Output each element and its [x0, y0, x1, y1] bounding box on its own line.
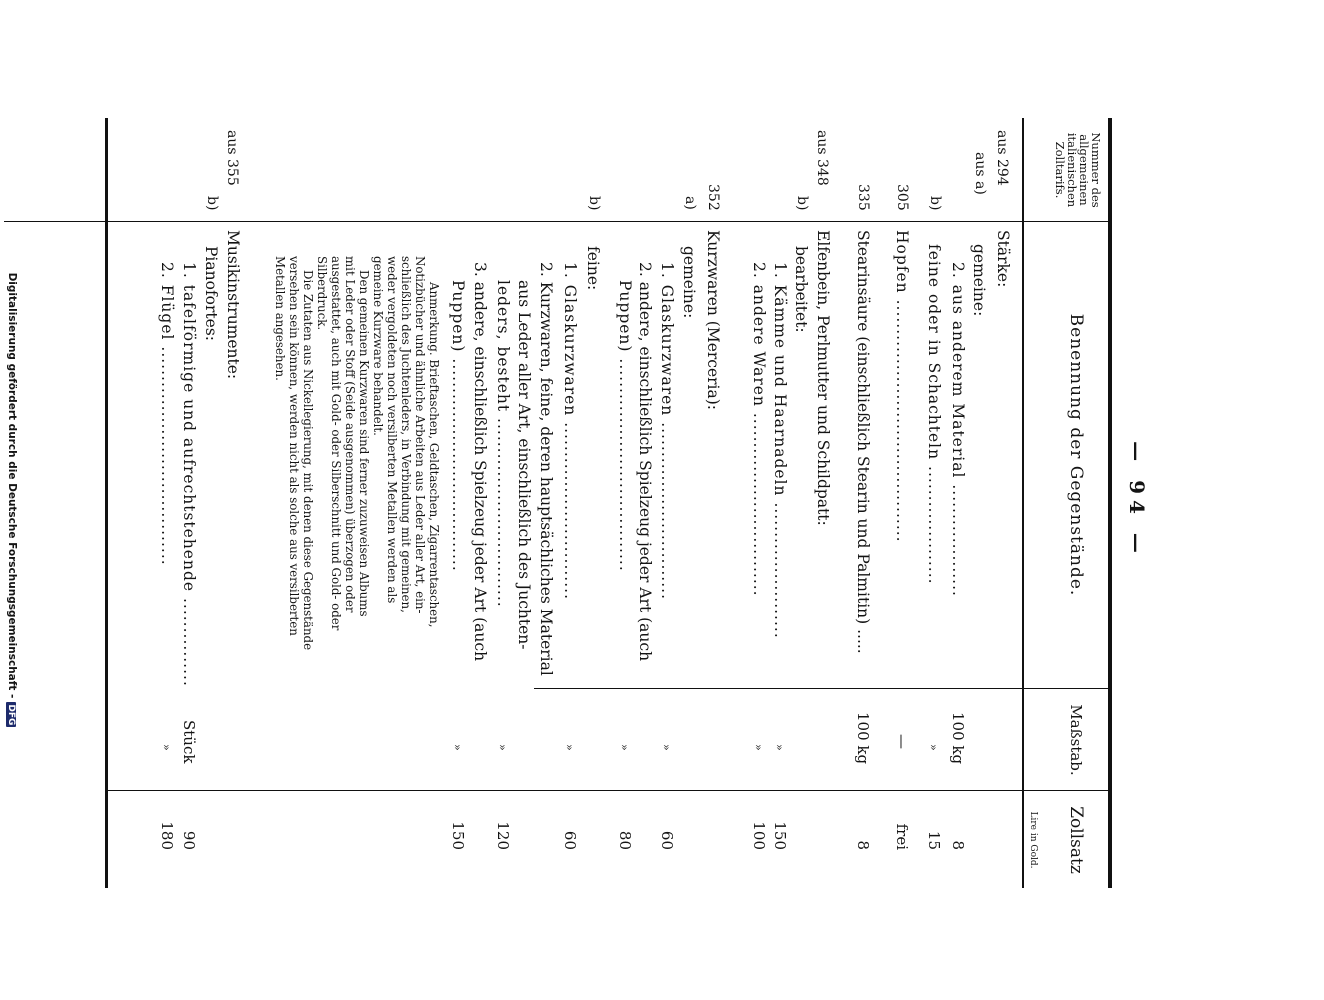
ditto-mark: » [160, 744, 173, 751]
note-line: mit Leder oder Stoff (Seide ausgenommen) überzogen oder [343, 256, 357, 613]
measure-unit: 100 kg [854, 712, 872, 765]
tariff-number: 352 [705, 184, 721, 211]
tariff-number: b) [204, 196, 220, 211]
item-name: 2. andere, einschließlich Spielzeug jeder Art (auch [636, 262, 654, 662]
note-line: Metallen angesehen. [273, 256, 287, 381]
item-name: Stearinsäure (einschließlich Stearin und Palmitin) ..... [854, 230, 872, 654]
digitization-credit [6, 0, 18, 1000]
item-name: aus Leder aller Art, einschließlich des Juchten- [515, 280, 533, 650]
tariff-number: a) [682, 196, 698, 210]
ditto-mark: » [660, 744, 673, 751]
tariff-number: b) [927, 196, 943, 211]
ditto-mark: » [927, 744, 940, 751]
item-name: Hopfen ......................................... [893, 230, 911, 543]
note-line: schließlich des Juchtenleders, in Verbindung mit gemeinen, [399, 256, 413, 613]
tariff-number: 335 [855, 184, 871, 211]
tariff-number: aus a) [972, 152, 988, 195]
duty-rate: 80 [616, 830, 634, 850]
duty-rate: 90 [180, 830, 198, 850]
tariff-number: aus 294 [994, 130, 1010, 186]
ditto-mark: » [773, 744, 786, 751]
tariff-number: b) [586, 196, 602, 211]
duty-rate: 8 [854, 840, 872, 850]
column-divider [534, 688, 1112, 689]
tariff-number: 305 [894, 184, 910, 211]
item-name: 1. Glaskurzwaren .............................. [658, 262, 676, 601]
item-name: Musikinstrumente: [224, 230, 242, 380]
item-name: feine: [584, 246, 602, 291]
duty-rate: 180 [158, 821, 176, 850]
item-name: Pianofortes: [202, 246, 220, 341]
item-name: leders, besteht ................................ [494, 280, 512, 608]
note-line: Den gemeinen Kurzwaren sind ferner zuzuweisen Albums [357, 270, 371, 617]
duty-rate: 150 [771, 821, 789, 850]
duty-rate: 15 [925, 830, 943, 850]
note-line: gemeine Kurzware behandelt. [371, 256, 385, 436]
ditto-mark: » [752, 744, 765, 751]
ditto-mark: » [496, 744, 509, 751]
item-name: feine oder in Schachteln .................... [925, 244, 943, 585]
item-name: 2. aus anderem Material ................... [949, 262, 967, 597]
header-measure: Maßstab. [1067, 704, 1085, 776]
note-line: Notizbücher und ähnliche Arbeiten aus Leder aller Art, ein- [413, 256, 427, 614]
table-header-rule [1022, 118, 1024, 888]
item-name: gemeine: [680, 246, 698, 319]
item-name: Puppen) .................................... [616, 280, 634, 572]
item-name: 2. andere Waren ............................... [750, 262, 768, 597]
note-line: Die Zutaten aus Nickellegierung, mit denen diese Gegenstände [301, 270, 315, 651]
tariff-number: aus 348 [814, 130, 830, 186]
ditto-mark: » [618, 744, 631, 751]
note-line: weder vergoldeten noch versilberten Metallen werden als [385, 256, 399, 604]
ditto-mark: » [563, 744, 576, 751]
tariff-number: aus 355 [224, 130, 240, 186]
header-duty-rate: Zollsatz [1066, 806, 1086, 874]
tariff-number: b) [794, 196, 810, 211]
item-name: 2. Flügel ..................................... [158, 262, 176, 566]
table-bottom-rule [105, 118, 108, 888]
note-line: ausgestattet, auch mit Gold- oder Silberschnitt und Gold- oder [329, 256, 343, 631]
measure-unit: — [893, 734, 911, 749]
measure-unit: Stück [180, 720, 198, 764]
item-name: 1. tafelförmige und aufrechtstehende ............... [180, 262, 198, 687]
measure-unit: 100 kg [949, 712, 967, 765]
duty-rate: 8 [949, 840, 967, 850]
note-line: versehen sein können, werden nicht als solche aus versilberten [287, 256, 301, 636]
item-name: 1. Glaskurzwaren .............................. [561, 262, 579, 601]
item-name: gemeine: [970, 244, 988, 317]
digitization-credit-text: Digitalisierung gefördert durch die Deutsche Forschungsgemeinschaft - [6, 272, 18, 699]
note-line: Silberdruck. [315, 256, 329, 331]
header-item-name: Benennung der Gegenstände. [1066, 313, 1086, 597]
column-divider [4, 221, 1112, 222]
ditto-mark: » [451, 744, 464, 751]
duty-rate: frei [893, 823, 911, 850]
item-name: 2. Kurzwaren, feine, deren hauptsächliches Material [537, 262, 555, 676]
note-line: Anmerkung. Brieftaschen, Geldtaschen, Zigarrentaschen, [427, 282, 441, 628]
item-name: Puppen) .................................... [449, 280, 467, 572]
item-name: Stärke: [994, 230, 1012, 288]
duty-rate: 150 [449, 821, 467, 850]
duty-rate: 120 [494, 821, 512, 850]
column-divider [107, 790, 1112, 791]
item-name: 1. Kämme und Haarnadeln ....................... [771, 262, 789, 639]
item-name: Elfenbein, Perlmutter und Schildpatt: [814, 230, 832, 526]
duty-rate: 100 [750, 821, 768, 850]
header-tariff-number: Nummer des allgemeinen italienischen Zolltarifs. [1053, 132, 1103, 208]
dfg-logo: DFG [6, 704, 16, 726]
item-name: Kurzwaren (Merceria): [704, 230, 722, 411]
item-name: bearbeitet: [792, 246, 810, 333]
page-number: — 94 — [1125, 441, 1149, 559]
duty-rate: 60 [658, 830, 676, 850]
item-name: 3. andere, einschließlich Spielzeug jeder Art (auch [471, 262, 489, 662]
header-duty-currency: Lire in Gold. [1028, 811, 1038, 869]
duty-rate: 60 [561, 830, 579, 850]
table-top-rule [1108, 118, 1112, 888]
